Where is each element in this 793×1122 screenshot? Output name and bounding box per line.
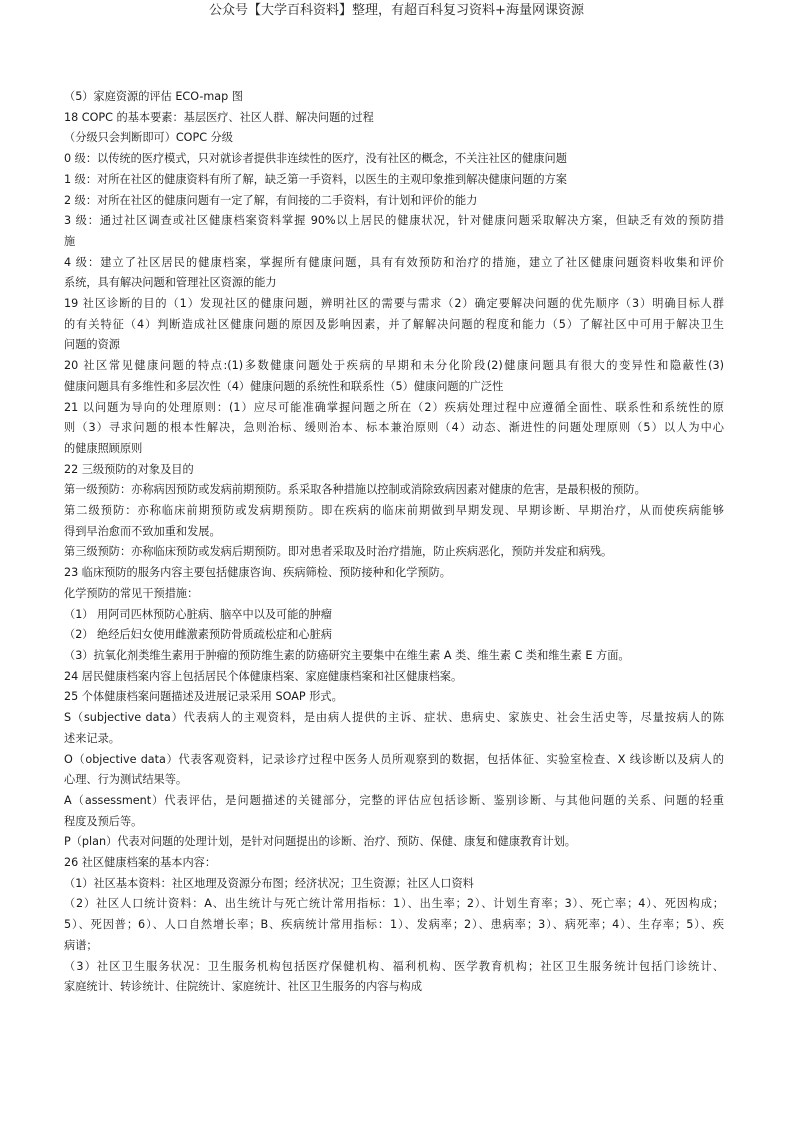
text-line: 第三级预防：亦称临床预防或发病后期预防。即对患者采取及时治疗措施，防止疾病恶化，预防并发症和病残。 bbox=[64, 545, 613, 559]
text-line: A（assessment）代表评估，是问题描述的关键部分，完整的评估应包括诊断、鉴别诊断、与其他问题的关系、问题的轻重 bbox=[64, 793, 724, 807]
text-line: 健康问题具有多维性和多层次性（4）健康问题的系统性和联系性（5）健康问题的广泛性 bbox=[64, 379, 504, 393]
text-line: 问题的资源 bbox=[64, 338, 120, 352]
text-line: 24 居民健康档案内容上包括居民个体健康档案、家庭健康档案和社区健康档案。 bbox=[64, 669, 463, 683]
text-line: 21 以问题为导向的处理原则：(1）应尽可能准确掌握问题之所在（2）疾病处理过程中应遵循全面性、联系性和系统性的原 bbox=[64, 400, 724, 414]
text-line: 23 临床预防的服务内容主要包括健康咨询、疾病筛检、预防接种和化学预防。 bbox=[64, 566, 451, 580]
text-line: 的有关特征（4）判断造成社区健康问题的原因及影响因素，并了解解决问题的程度和能力（5）了解社区中可用于解决卫生 bbox=[64, 317, 724, 331]
text-line: 系统，具有解决问题和管理社区资源的能力 bbox=[64, 276, 277, 290]
text-line: 1 级：对所在社区的健康资料有所了解，缺乏第一手资料，以医生的主观印象推到解决健康问题的方案 bbox=[64, 172, 567, 186]
text-line: S（subjective data）代表病人的主观资料，是由病人提供的主诉、症状、患病史、家族史、社会生活史等，尽量按病人的陈 bbox=[64, 711, 724, 725]
text-line: 得到早治愈而不致加重和发展。 bbox=[64, 524, 221, 538]
text-line: 程度及预后等。 bbox=[64, 814, 143, 828]
text-line: （1）社区基本资料：社区地理及资源分布图；经济状况；卫生资源；社区人口资料 bbox=[64, 876, 474, 890]
text-line: 3 级：通过社区调查或社区健康档案资料掌握 90%以上居民的健康状况，针对健康问题采取解决方案，但缺乏有效的预防措 bbox=[64, 214, 724, 228]
text-line: 20 社区常见健康问题的特点:(1)多数健康问题处于疾病的早期和未分化阶段(2)健康问题具有很大的变异性和隐蔽性(3) bbox=[64, 359, 724, 373]
text-line: 18 COPC 的基本要素：基层医疗、社区人群、解决问题的过程 bbox=[64, 110, 374, 124]
text-line: 第一级预防：亦称病因预防或发病前期预防。系采取各种措施以控制或消除致病因素对健康的危害，是最积极的预防。 bbox=[64, 483, 646, 497]
text-line: 家庭统计、转诊统计、住院统计、家庭统计、社区卫生服务的内容与构成 bbox=[64, 980, 423, 994]
text-line: 0 级：以传统的医疗模式，只对就诊者提供非连续性的医疗，没有社区的概念，不关注社区的健康问题 bbox=[64, 152, 567, 166]
text-line: 22 三级预防的对象及目的 bbox=[64, 462, 194, 476]
text-line: （3）抗氧化剂类维生素用于肿瘤的预防维生素的防癌研究主要集中在维生素 A 类、维生素 C 类和维生素 E 方面。 bbox=[64, 648, 630, 662]
text-line: 19 社区诊断的目的（1）发现社区的健康问题，辨明社区的需要与需求（2）确定要解决问题的优先顺序（3）明确目标人群 bbox=[64, 297, 724, 311]
text-line: 5）、死因普；6）、人口自然增长率；B、疾病统计常用指标：1）、发病率；2）、患病率；3）、病死率；4）、生存率；5）、疾 bbox=[64, 918, 724, 932]
text-line: （5）家庭资源的评估 ECO-map 图 bbox=[64, 90, 243, 103]
page-header: 公众号【大学百科资料】整理，有超百科复习资料+海量网课资源 bbox=[209, 3, 584, 18]
text-line: （2）社区人口统计资料：A、出生统计与死亡统计常用指标：1）、出生率；2）、计划生育率；3）、死亡率；4）、死因构成； bbox=[64, 897, 724, 911]
text-line: O（objective data）代表客观资料，记录诊疗过程中医务人员所观察到的数据，包括体征、实验室检查、X 线诊断以及病人的 bbox=[64, 752, 724, 766]
text-line: 心理、行为测试结果等。 bbox=[64, 773, 188, 787]
text-line: 26 社区健康档案的基本内容： bbox=[64, 856, 217, 870]
text-line: 25 个体健康档案问题描述及进展记录采用 SOAP 形式。 bbox=[64, 690, 343, 704]
text-line: 化学预防的常见干预措施： bbox=[64, 586, 199, 600]
text-line: 4 级：建立了社区居民的健康档案，掌握所有健康问题，具有有效预防和治疗的措施，建立了社区健康问题资料收集和评价 bbox=[64, 255, 724, 269]
text-line: 述来记录。 bbox=[64, 731, 120, 745]
text-line: 第二级预防：亦称临床前期预防或发病期预防。即在疾病的临床前期做到早期发现、早期诊断、早期治疗，从而使疾病能够 bbox=[64, 504, 724, 518]
text-line: 施 bbox=[64, 234, 76, 248]
text-line: （3）社区卫生服务状况：卫生服务机构包括医疗保健机构、福利机构、医学教育机构；社区卫生服务统计包括门诊统计、 bbox=[64, 959, 724, 973]
text-line: 则（3）寻求问题的根本性解决，急则治标、缓则治本、标本兼治原则（4）动态、渐进性的问题处理原则（5）以人为中心 bbox=[64, 421, 724, 435]
document-body bbox=[64, 87, 724, 998]
text-line: （1） 用阿司匹林预防心脏病、脑卒中以及可能的肿瘤 bbox=[64, 607, 332, 621]
text-line: （2） 绝经后妇女使用雌激素预防骨质疏松症和心脏病 bbox=[64, 628, 332, 642]
text-line: P（plan）代表对问题的处理计划，是针对问题提出的诊断、治疗、预防、保健、康复和健康教育计划。 bbox=[64, 835, 576, 849]
text-line: 的健康照顾原则 bbox=[64, 441, 143, 455]
text-line: 2 级：对所在社区的健康问题有一定了解，有间接的二手资料，有计划和评价的能力 bbox=[64, 193, 478, 207]
text-line: （分级只会判断即可）COPC 分级 bbox=[64, 131, 233, 145]
text-line: 病谱； bbox=[64, 938, 98, 952]
